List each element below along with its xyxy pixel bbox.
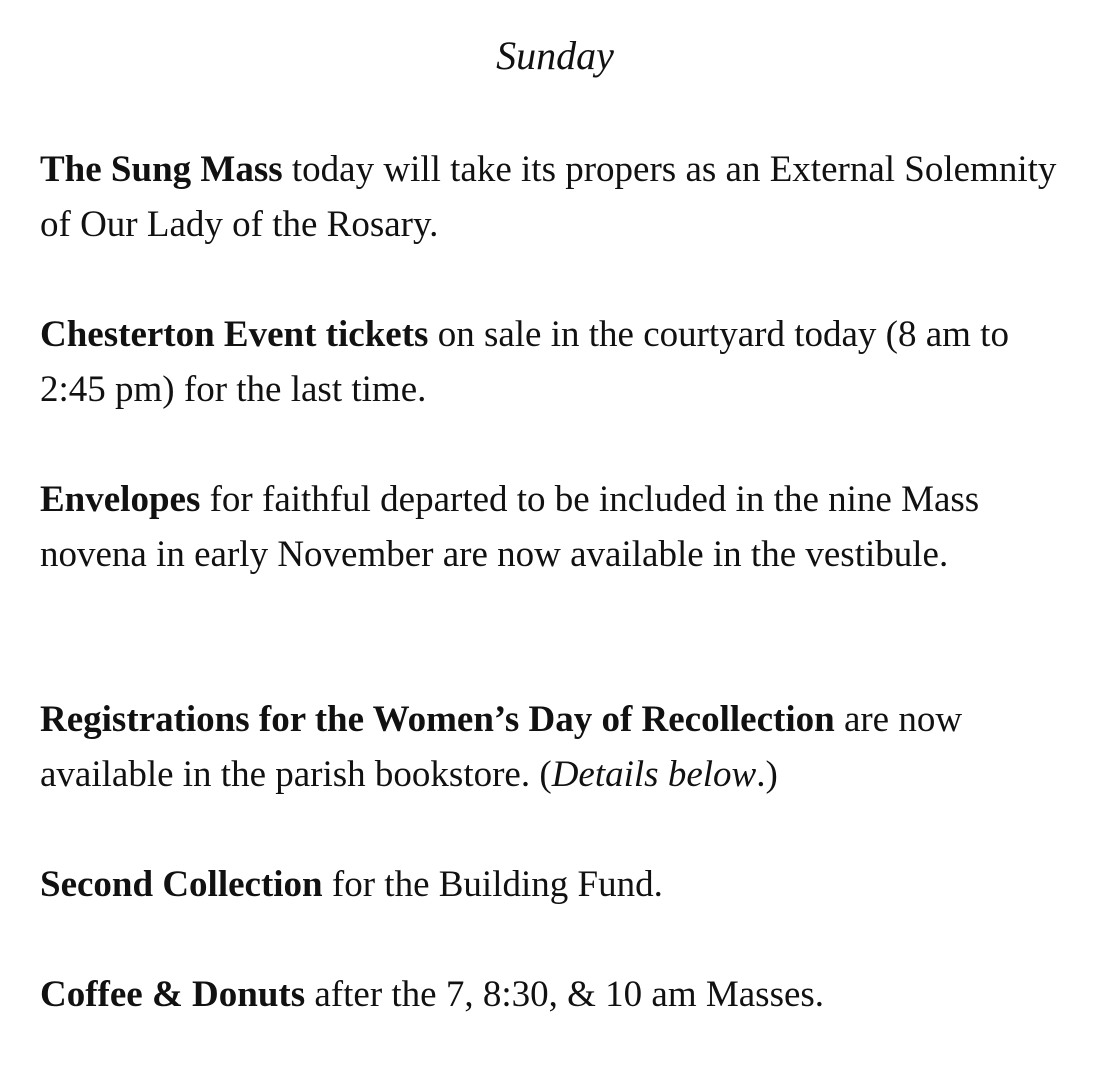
notice-title: Second Collection bbox=[40, 864, 323, 905]
notice-title: Coffee & Donuts bbox=[40, 974, 306, 1015]
notice-title: Registrations for the Women’s Day of Recollection bbox=[40, 699, 835, 740]
notice-womens-recollection bbox=[40, 692, 1080, 802]
notice-coffee-donuts bbox=[40, 967, 1080, 1022]
notice-title: Envelopes bbox=[40, 479, 201, 520]
notice-text: after the 7, 8:30, & 10 am Masses. bbox=[305, 974, 825, 1015]
notice-text-after: .) bbox=[756, 754, 778, 795]
notice-title: The Sung Mass bbox=[40, 149, 283, 190]
notice-text: for faithful departed to be included in the nine Mass novena in early November are now available in the vestibule. bbox=[40, 479, 980, 575]
notice-text: for the Building Fund. bbox=[322, 864, 663, 905]
notice-text: today will take its propers as an External Solemnity of Our Lady of the Rosary. bbox=[40, 149, 1057, 245]
notice-title: Chesterton Event tickets bbox=[40, 314, 429, 355]
notice-second-collection bbox=[40, 857, 1080, 912]
notice-sung-mass bbox=[40, 142, 1080, 252]
notice-envelopes bbox=[40, 472, 1080, 582]
notice-text: on sale in the courtyard today (8 am to 2:45 pm) for the last time. bbox=[40, 314, 1009, 410]
notice-text: are now available in the parish bookstore. ( bbox=[40, 699, 963, 795]
notice-emphasis: Details below bbox=[551, 754, 757, 795]
notice-chesterton-tickets bbox=[40, 307, 1080, 417]
day-heading: Sunday bbox=[496, 33, 614, 78]
